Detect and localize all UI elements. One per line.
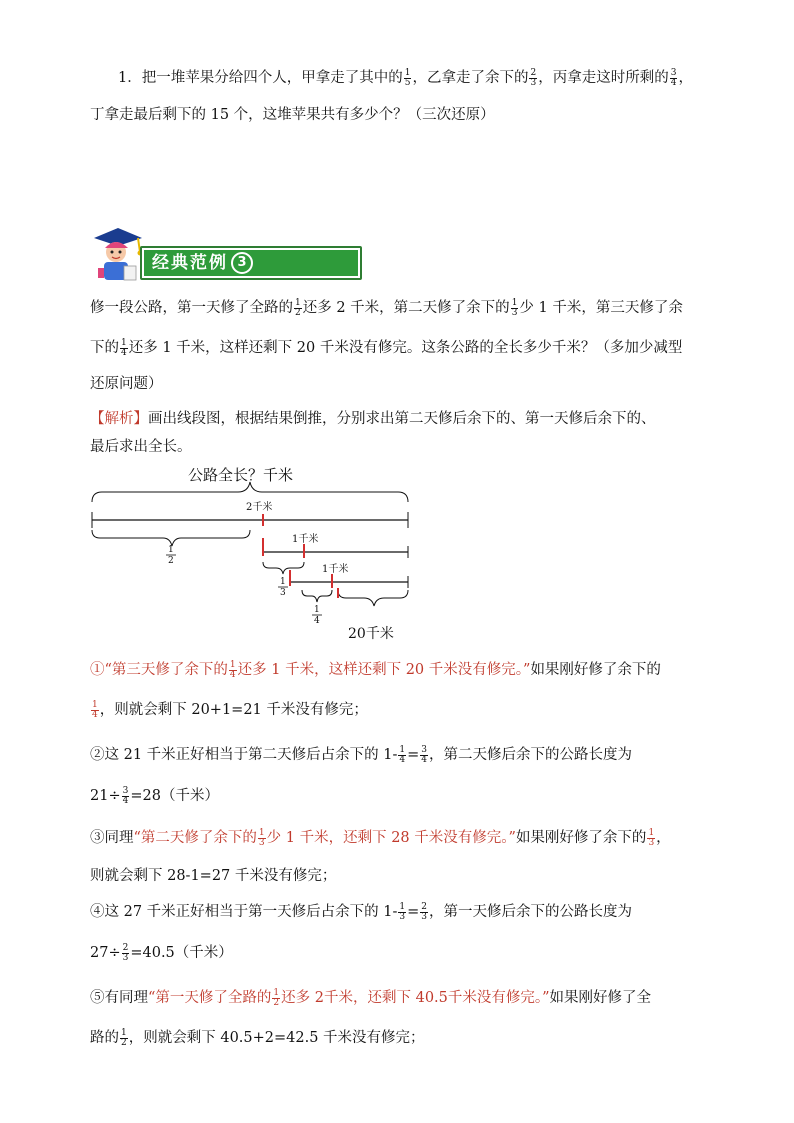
denominator: 3 [258, 837, 265, 848]
fraction [420, 746, 428, 765]
numerator: 1 [404, 67, 411, 78]
numerator: 1 [121, 337, 127, 348]
text: 下的 [90, 340, 119, 356]
text: 还多 2 千米，第二天修了余下的 [302, 300, 510, 316]
fraction [122, 944, 130, 963]
text: 如果刚好修了余下的 [530, 662, 661, 678]
quarter-brace [302, 590, 332, 602]
segment-diagram [88, 462, 428, 648]
text: 还多 1 千米，这样还剩下 20 千米没有修完。这条公路的全长多少千米？（多加少减型 [128, 340, 683, 356]
total-brace [92, 482, 408, 502]
denominator: 4 [92, 709, 98, 720]
fraction [122, 787, 130, 806]
numerator: 1 [229, 659, 236, 670]
third-brace [263, 562, 304, 574]
denominator: 3 [530, 77, 537, 88]
text: ，则就会剩下 40.5+2=42.5 千米没有修完； [128, 1030, 425, 1046]
fraction [398, 746, 406, 765]
fraction [511, 299, 519, 318]
fraction [91, 701, 99, 720]
numerator: 2 [122, 942, 129, 953]
denominator: 3 [122, 952, 129, 963]
denominator: 2 [121, 1037, 127, 1048]
denominator: 2 [295, 307, 301, 318]
step1-line1 [90, 660, 661, 680]
denominator: 4 [121, 347, 127, 358]
numerator: 1 [295, 297, 301, 308]
label-20km: 20千米 [348, 626, 394, 642]
text: 27÷ [90, 945, 121, 961]
text: 如果刚好修了全 [549, 990, 652, 1006]
20km-brace [338, 590, 408, 606]
problem1-line1 [118, 68, 693, 88]
denominator: 4 [399, 754, 406, 765]
text: ，第一天修后余下的公路长度为 [429, 904, 633, 920]
numerator: 1 [258, 827, 265, 838]
numerator: 1 [121, 1027, 127, 1038]
half-num: 1 [168, 545, 174, 555]
numerator: 1 [92, 699, 98, 710]
step2-line1 [90, 745, 632, 765]
label-2km: 2千米 [246, 502, 273, 513]
text: = [407, 904, 420, 920]
text: ，丙拿走这时所剩的 [538, 70, 669, 86]
text: 1．把一堆苹果分给四个人，甲拿走了其中的 [118, 70, 403, 86]
fraction [120, 1029, 128, 1048]
numerator: 1 [273, 987, 280, 998]
step-number: ① [90, 662, 105, 678]
denominator: 3 [399, 911, 406, 922]
badge-text: 经典范例 [152, 253, 228, 273]
denominator: 4 [670, 77, 677, 88]
fraction [272, 989, 280, 1008]
text: 画出线段图，根据结果倒推，分别求出第二天修后余下的、第一天修后余下的、 [148, 411, 656, 427]
text: 如果刚好修了余下的 [515, 830, 647, 846]
third-num: 1 [280, 577, 286, 587]
step4-line2 [90, 943, 233, 963]
text: ， [678, 70, 693, 86]
fraction [120, 339, 128, 358]
fraction [420, 903, 428, 922]
denominator: 3 [511, 307, 518, 318]
quarter-den: 4 [314, 616, 320, 626]
numerator: 2 [421, 901, 428, 912]
denominator: 4 [421, 754, 428, 765]
third-den: 3 [280, 588, 286, 598]
half-den: 2 [168, 556, 174, 566]
text: ②这 21 千米正好相当于第二天修后占余下的 1- [90, 747, 398, 763]
text: ，第二天修后余下的公路长度为 [429, 747, 633, 763]
denominator: 4 [122, 795, 129, 806]
fraction [404, 69, 412, 88]
denominator: 2 [273, 997, 280, 1008]
text: ， [656, 830, 671, 846]
teacher-mascot-icon [88, 224, 146, 282]
step1-line2 [90, 700, 368, 720]
numerator: 1 [399, 744, 406, 755]
text: ⑤有同理 [90, 990, 148, 1006]
fraction [529, 69, 537, 88]
step2-line2 [90, 786, 219, 806]
text: ，乙拿走了余下的 [412, 70, 529, 86]
diagram-title: 公路全长？千米 [188, 466, 294, 484]
example-line2 [90, 338, 682, 358]
badge-number: 3 [231, 252, 253, 274]
quarter-num: 1 [314, 605, 320, 615]
step3-line2: 则就会剩下 28-1=27 千米没有修完； [90, 868, 337, 884]
step3-line1 [90, 828, 671, 848]
numerator: 3 [122, 785, 129, 796]
text: ④这 27 千米正好相当于第一天修后占余下的 1- [90, 904, 398, 920]
example-line1 [90, 298, 683, 318]
text: = [407, 747, 420, 763]
fraction [398, 903, 406, 922]
numerator: 1 [511, 297, 518, 308]
text: ，则就会剩下 20+1=21 千米没有修完； [99, 702, 368, 718]
denominator: 4 [229, 669, 236, 680]
analysis-line2: 最后求出全长。 [90, 439, 192, 455]
text: 21÷ [90, 788, 121, 804]
fraction [647, 829, 655, 848]
example-line3: 还原问题） [90, 376, 163, 392]
badge-frame [140, 246, 362, 280]
numerator: 3 [421, 744, 428, 755]
label-1km-b: 1千米 [322, 564, 349, 575]
problem1-line2: 丁拿走最后剩下的 15 个，这堆苹果共有多少个？（三次还原） [90, 107, 495, 123]
denominator: 5 [404, 77, 411, 88]
text: =40.5（千米） [130, 945, 233, 961]
denominator: 3 [648, 837, 655, 848]
numerator: 1 [399, 901, 406, 912]
quote-text: “第三天修了余下的 [104, 662, 228, 678]
quote-text: “第二天修了余下的 [133, 830, 257, 846]
text: 路的 [90, 1030, 119, 1046]
fraction [258, 829, 266, 848]
half-brace [92, 530, 250, 546]
example-badge [88, 224, 288, 282]
analysis-tag: 【解析】 [90, 411, 148, 427]
text: ③同理 [90, 830, 134, 846]
denominator: 3 [421, 911, 428, 922]
numerator: 1 [648, 827, 655, 838]
step4-line1 [90, 902, 632, 922]
fraction [229, 661, 237, 680]
text: 少 1 千米，第三天修了余 [519, 300, 683, 316]
label-1km-a: 1千米 [292, 534, 319, 545]
numerator: 2 [530, 67, 537, 78]
fraction [670, 69, 678, 88]
analysis-line1 [90, 409, 656, 429]
text: =28（千米） [130, 788, 219, 804]
quote-text: 还多 2千米，还剩下 40.5千米没有修完。” [281, 990, 550, 1006]
step5-line2 [90, 1028, 425, 1048]
numerator: 3 [670, 67, 677, 78]
quote-text: 还多 1 千米，这样还剩下 20 千米没有修完。” [237, 662, 531, 678]
quote-text: 少 1 千米，还剩下 28 千米没有修完。” [266, 830, 516, 846]
quote-text: “第一天修了全路的 [148, 990, 272, 1006]
step5-line1 [90, 988, 651, 1008]
badge-label [144, 250, 358, 276]
fraction [294, 299, 302, 318]
text: 修一段公路，第一天修了全路的 [90, 300, 293, 316]
